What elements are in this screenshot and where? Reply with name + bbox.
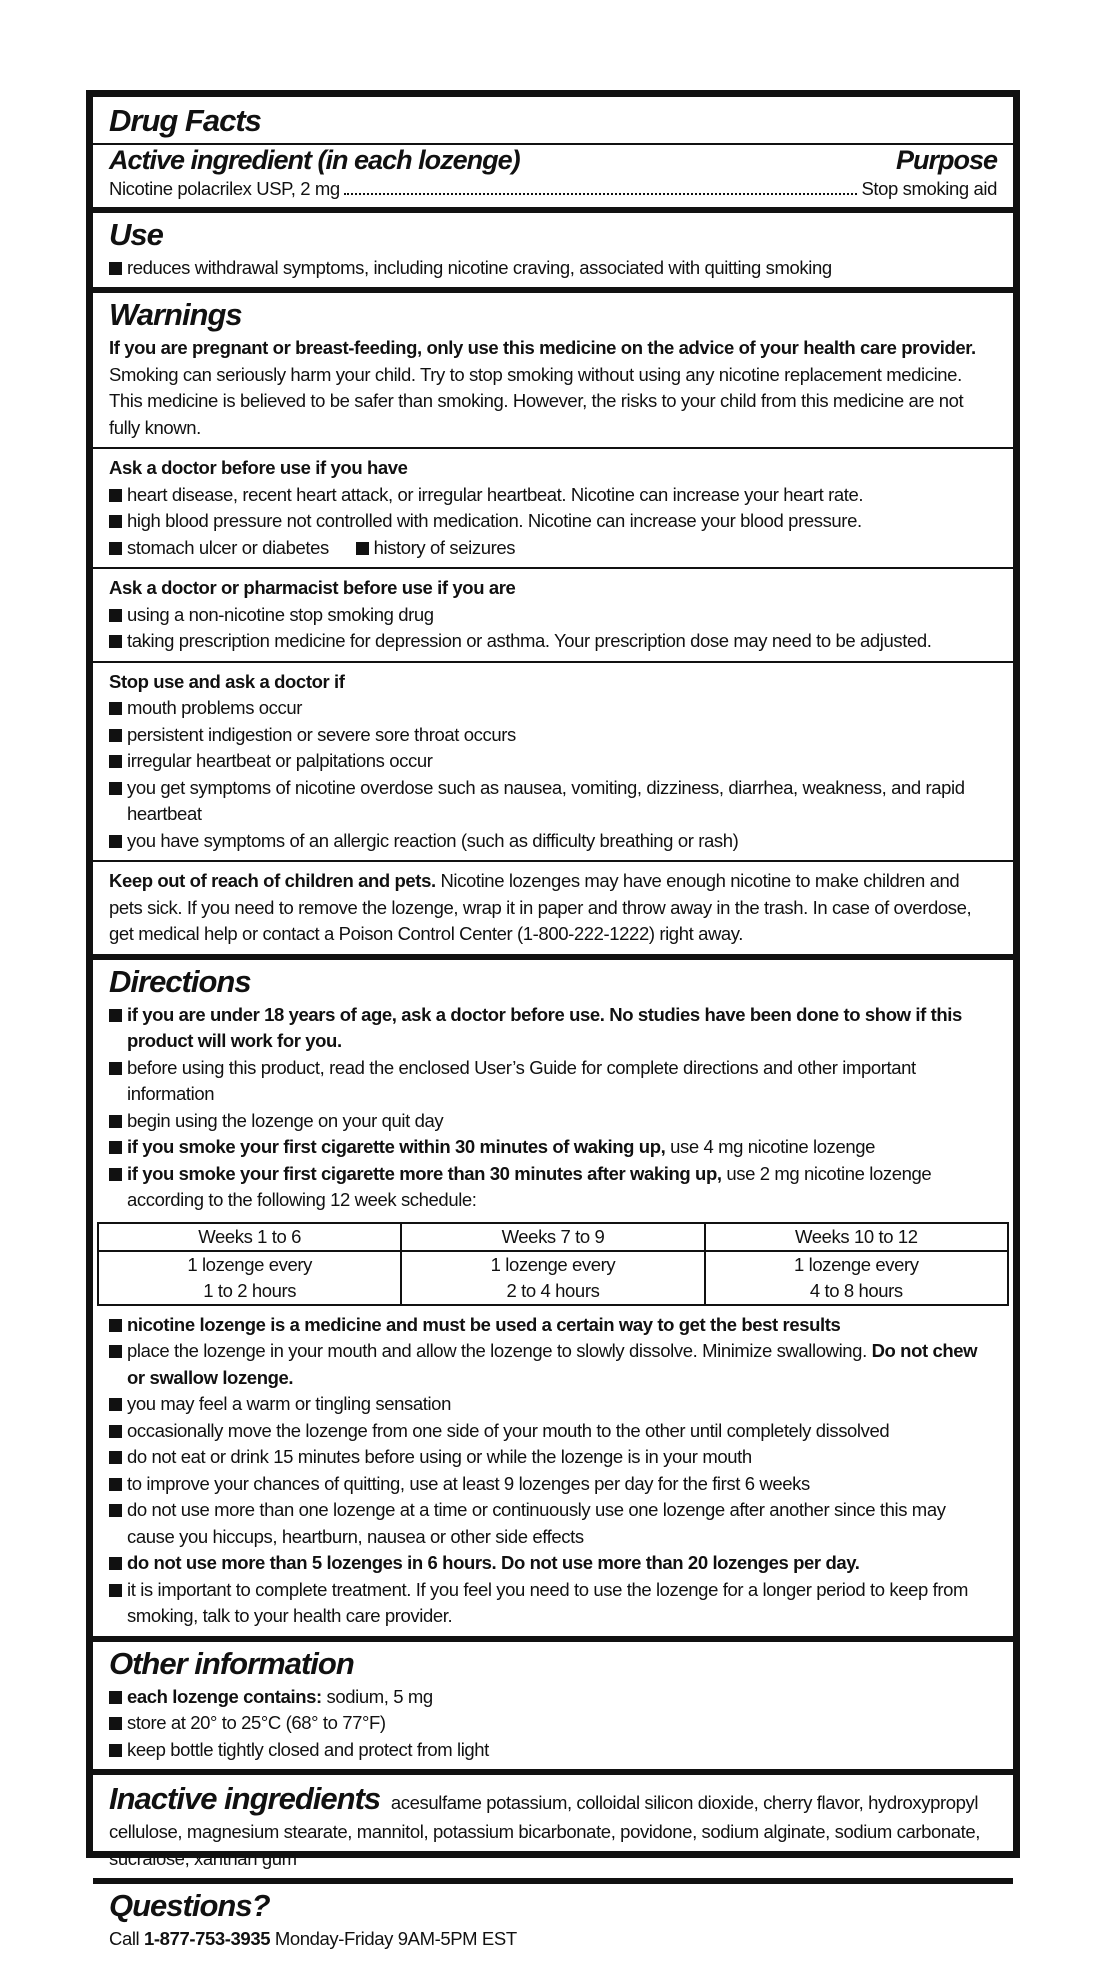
directions-section	[93, 960, 1013, 1642]
list-item: mouth problems occur	[109, 695, 997, 722]
purpose-heading: Purpose	[895, 145, 997, 175]
use-item: reduces withdrawal symptoms, including nicotine craving, associated with quitting smoking	[109, 255, 997, 282]
list-item: you may feel a warm or tingling sensation	[109, 1391, 997, 1418]
list-item-bold: if you smoke your first cigarette within 30 minutes of waking up,	[127, 1136, 666, 1157]
list-item: taking prescription medicine for depression or asthma. Your prescription dose may need to be adjusted.	[109, 628, 997, 655]
table-cell	[401, 1251, 704, 1305]
ask-pharmacist-heading: Ask a doctor or pharmacist before use if you are	[109, 577, 516, 598]
cell-line: 1 to 2 hours	[203, 1279, 297, 1301]
list-item-bold: if you smoke your first cigarette more than 30 minutes after waking up,	[127, 1162, 722, 1184]
list-item: store at 20° to 25°C (68° to 77°F)	[109, 1710, 997, 1737]
cell-line: 2 to 4 hours	[506, 1279, 600, 1301]
inactive-section	[93, 1775, 1013, 1884]
list-item: if you are under 18 years of age, ask a doctor before use. No studies have been done to show if this product will work for you.	[109, 1002, 997, 1055]
drug-facts-title: Drug Facts	[109, 103, 261, 138]
list-item-text: use 4 mg nicotine lozenge	[670, 1136, 876, 1157]
list-item: occasionally move the lozenge from one side of your mouth to the other until completely dissolved	[109, 1418, 997, 1445]
purpose: Stop smoking aid	[861, 178, 997, 199]
inactive-heading: Inactive ingredients	[109, 1781, 381, 1816]
list-item-text: use 2 mg nicotine lozenge according to the following 12 week schedule:	[127, 1162, 932, 1210]
dosing-schedule-table	[97, 1222, 1009, 1306]
call-label: Call	[109, 1928, 140, 1949]
warnings-section	[93, 293, 1013, 960]
list-item: to improve your chances of quitting, use at least 9 lozenges per day for the first 6 weeks	[109, 1471, 997, 1498]
list-item	[109, 1161, 997, 1214]
list-item: you get symptoms of nicotine overdose such as nausea, vomiting, dizziness, diarrhea, weakness, and rapid heartbeat	[109, 775, 997, 828]
list-item: persistent indigestion or severe sore throat occurs	[109, 722, 997, 749]
list-item: do not use more than one lozenge at a time or continuously use one lozenge after another since this may cause you hiccups, heartburn, nausea or other side effects	[109, 1497, 997, 1550]
list-item: nicotine lozenge is a medicine and must be used a certain way to get the best results	[109, 1312, 997, 1339]
list-item-text: sodium, 5 mg	[326, 1685, 433, 1707]
questions-heading: Questions?	[109, 1888, 270, 1923]
list-item	[109, 1338, 997, 1391]
cell-line: 1 lozenge every	[187, 1253, 312, 1275]
list-item	[109, 1134, 997, 1161]
table-header: Weeks 10 to 12	[705, 1223, 1008, 1251]
pregnancy-warning: If you are pregnant or breast-feeding, only use this medicine on the advice of your health care provider.	[109, 337, 976, 358]
list-item: do not eat or drink 15 minutes before using or while the lozenge is in your mouth	[109, 1444, 997, 1471]
inactive-text: acesulfame potassium, colloidal silicon dioxide, cherry flavor, hydroxypropyl cellulose, magnesium stearate, mannitol, potassium bicarbonate, povidone, sodium alginate, sodium carbonate, sucralose, xanthan gum	[109, 1792, 981, 1869]
list-item: history of seizures	[356, 535, 515, 562]
active-section	[93, 97, 1013, 213]
list-item: stomach ulcer or diabetes	[109, 535, 329, 562]
table-header: Weeks 7 to 9	[401, 1223, 704, 1251]
list-item: it is important to complete treatment. If you feel you need to use the lozenge for a longer period to keep from smoking, talk to your health care provider.	[109, 1577, 997, 1630]
list-item: heart disease, recent heart attack, or irregular heartbeat. Nicotine can increase your heart rate.	[109, 482, 997, 509]
use-section	[93, 213, 1013, 294]
cell-line: 1 lozenge every	[490, 1253, 616, 1275]
list-item-text: place the lozenge in your mouth and allow the lozenge to slowly dissolve. Minimize swallowing.	[127, 1340, 867, 1361]
table-cell	[98, 1251, 401, 1305]
ask-doctor-heading: Ask a doctor before use if you have	[109, 457, 408, 478]
active-ingredient: Nicotine polacrilex USP, 2 mg	[109, 178, 340, 199]
table-row	[98, 1251, 1008, 1305]
directions-heading: Directions	[109, 963, 251, 999]
list-item: begin using the lozenge on your quit day	[109, 1108, 997, 1135]
list-item-bold: Do not chew or swallow lozenge.	[127, 1340, 978, 1388]
list-item: irregular heartbeat or palpitations occur	[109, 748, 997, 775]
drug-facts-panel	[86, 90, 1020, 1949]
list-item: keep bottle tightly closed and protect from light	[109, 1737, 997, 1764]
questions-section	[93, 1884, 1013, 1959]
other-info-heading: Other information	[109, 1645, 354, 1681]
list-item: before using this product, read the enclosed User’s Guide for complete directions and other important information	[109, 1055, 997, 1108]
leader-dots	[344, 193, 858, 195]
list-item: you have symptoms of an allergic reaction (such as difficulty breathing or rash)	[109, 828, 997, 855]
table-cell	[705, 1251, 1008, 1305]
use-heading: Use	[109, 216, 163, 252]
cell-line: 4 to 8 hours	[809, 1279, 903, 1301]
warnings-heading: Warnings	[109, 297, 242, 332]
cell-line: 1 lozenge every	[794, 1253, 919, 1275]
table-row	[98, 1223, 1008, 1251]
keep-out-text: Nicotine lozenges may have enough nicotine to make children and pets sick. If you need to remove the lozenge, wrap it in paper and throw away in the trash. In case of overdose, get medical help or contact a Poison Control Center (1-800-222-1222) right away.	[109, 870, 972, 944]
keep-out-warning: Keep out of reach of children and pets.	[109, 870, 436, 891]
list-item: high blood pressure not controlled with medication. Nicotine can increase your blood pressure.	[109, 508, 997, 535]
table-header: Weeks 1 to 6	[98, 1223, 401, 1251]
phone-number: 1-877-753-3935	[144, 1928, 271, 1949]
list-item: using a non-nicotine stop smoking drug	[109, 602, 997, 629]
pregnancy-text: Smoking can seriously harm your child. Try to stop smoking without using any nicotine replacement medicine. This medicine is believed to be safer than smoking. However, the risks to your child from this medicine are not fully known.	[109, 363, 964, 438]
active-ingredient-heading: Active ingredient (in each lozenge)	[109, 145, 520, 175]
stop-use-heading: Stop use and ask a doctor if	[109, 670, 345, 692]
list-item	[109, 1684, 997, 1711]
list-item-bold: each lozenge contains:	[127, 1685, 322, 1707]
other-info-section	[93, 1642, 1013, 1776]
list-item: do not use more than 5 lozenges in 6 hours. Do not use more than 20 lozenges per day.	[109, 1550, 997, 1577]
hours: Monday-Friday 9AM-5PM EST	[274, 1928, 517, 1949]
